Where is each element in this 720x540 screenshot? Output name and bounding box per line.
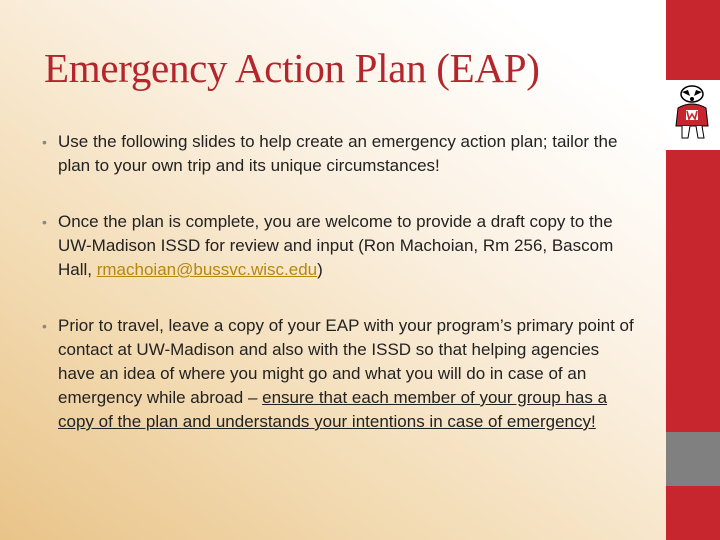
- bullet-emphasis: ensure that each member of your group has a copy of the plan and understands your intentions in case of emergency!: [58, 388, 608, 431]
- bullet-text: Once the plan is complete, you are welcome to provide a draft copy to the UW-Madison ISSD for review and input (Ron Machoian, Rm 256, Bascom Hall,: [58, 212, 614, 279]
- bullet-list: [42, 130, 640, 466]
- gray-accent-band: [666, 432, 720, 486]
- badger-mascot-icon: [666, 80, 720, 150]
- bullet-item: [42, 314, 640, 434]
- email-link[interactable]: rmachoian@bussvc.wisc.edu: [96, 260, 318, 279]
- bullet-text-end: ): [317, 260, 323, 279]
- bullet-text: Use the following slides to help create an emergency action plan; tailor the plan to your own trip and its unique circumstances!: [58, 132, 618, 175]
- bullet-item: [42, 210, 640, 282]
- bullet-item: [42, 130, 640, 178]
- slide-title: Emergency Action Plan (EAP): [44, 45, 540, 91]
- bullet-text: Prior to travel, leave a copy of your EAP with your program’s primary point of contact at UW-Madison and also with the ISSD so that helping agencies have an idea of where you might go and what you will do in case of an emergency while abroad –: [58, 316, 634, 407]
